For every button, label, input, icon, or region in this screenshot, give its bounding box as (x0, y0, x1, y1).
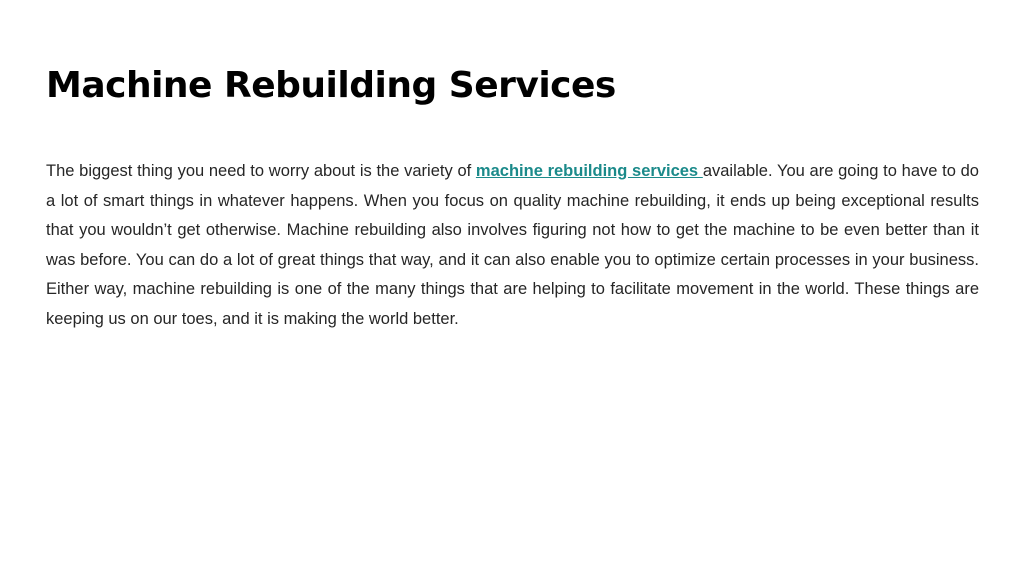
paragraph-text-before-link: The biggest thing you need to worry about is the variety of (46, 162, 476, 180)
body-paragraph (46, 157, 979, 334)
paragraph-text-after-link: available. You are going to have to do a lot of smart things in whatever happens. When you focus on quality machine rebuilding, it ends up being exceptional results that you wouldn’t get otherwise. Machine rebuilding also involves figuring not how to get the machine to be even better than it was before. You can do a lot of great things that way, and it can also enable you to optimize certain processes in your business. Either way, machine rebuilding is one of the many things that are helping to facilitate movement in the world. These things are keeping us on our toes, and it is making the world better. (46, 162, 979, 328)
machine-rebuilding-services-link[interactable]: machine rebuilding services (475, 162, 703, 180)
page-title: Machine Rebuilding Services (46, 65, 616, 106)
